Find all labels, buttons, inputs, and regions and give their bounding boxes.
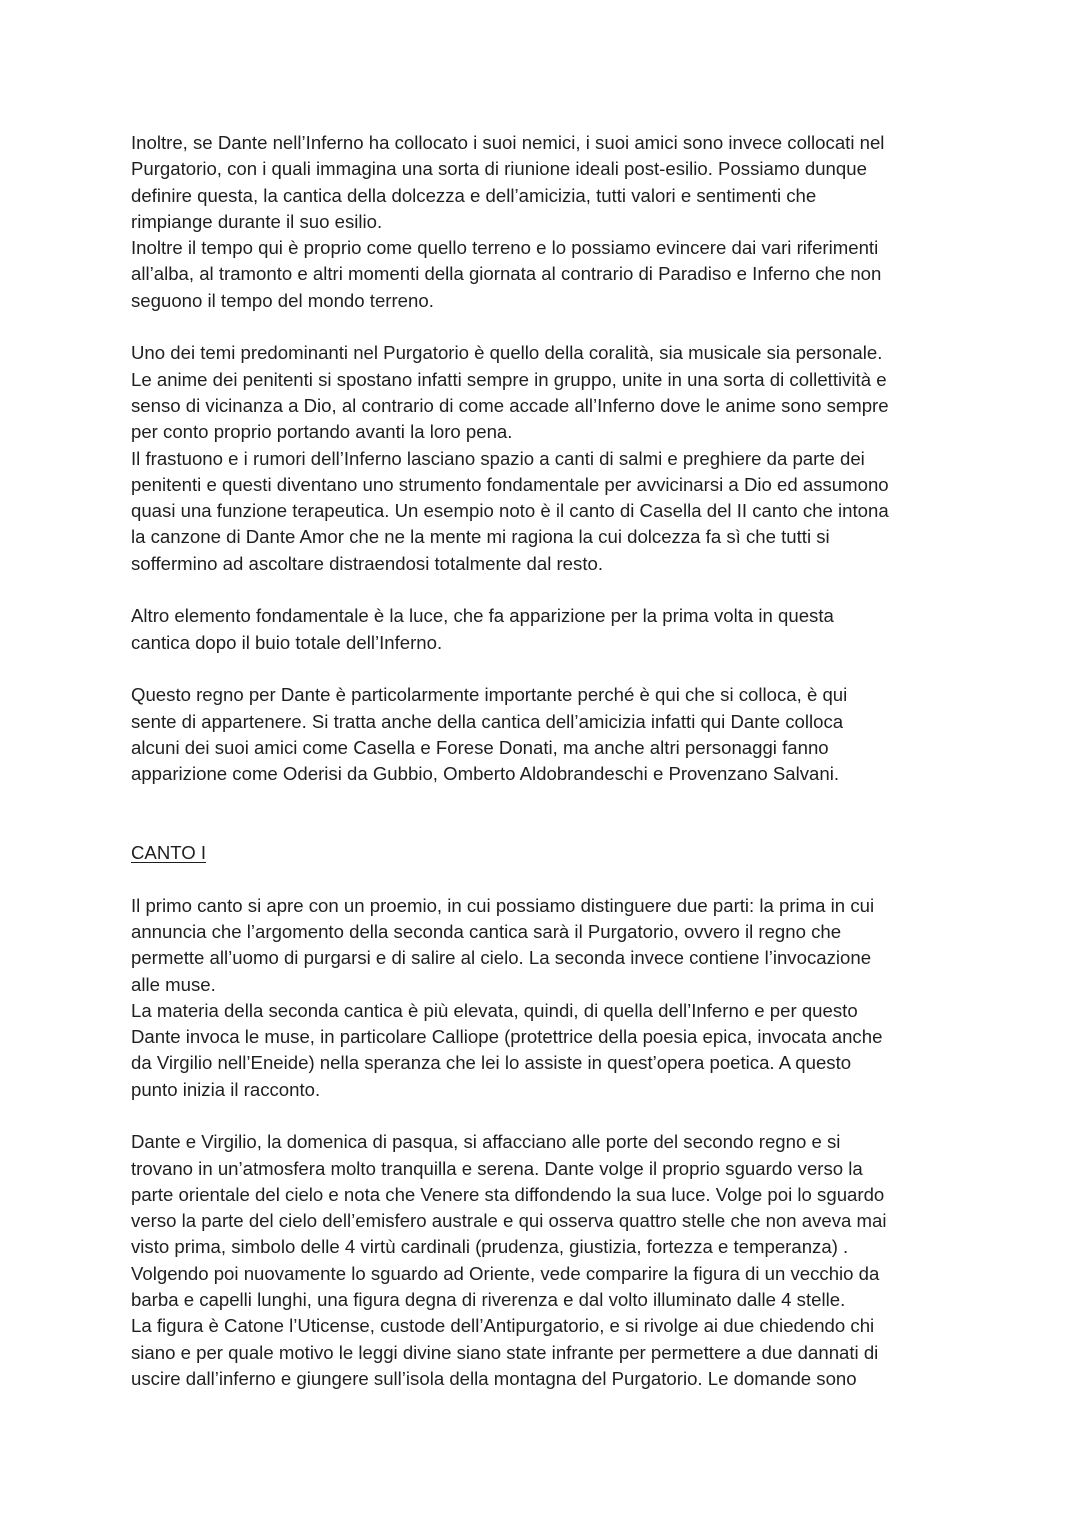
text-line: Il frastuono e i rumori dell’Inferno lasciano spazio a canti di salmi e preghiere da parte dei [131, 447, 865, 469]
text-line: Dante e Virgilio, la domenica di pasqua, si affacciano alle porte del secondo regno e si [131, 1131, 841, 1153]
text-line: alle muse. [131, 973, 216, 995]
section-spacer [131, 787, 961, 840]
text-line: La figura è Catone l’Uticense, custode dell’Antipurgatorio, e si rivolge ai due chiedendo chi [131, 1315, 875, 1337]
text-line: seguono il tempo del mondo terreno. [131, 289, 434, 311]
text-line: Le anime dei penitenti si spostano infatti sempre in gruppo, unite in una sorta di collettività e [131, 368, 887, 390]
text-line: Inoltre, se Dante nell’Inferno ha collocato i suoi nemici, i suoi amici sono invece collocati nel [131, 132, 885, 153]
text-line: annuncia che l’argomento della seconda cantica sarà il Purgatorio, ovvero il regno che [131, 920, 842, 942]
text-line: barba e capelli lunghi, una figura degna di riverenza e dal volto illuminato dalle 4 stelle. [131, 1289, 846, 1311]
text-line: definire questa, la cantica della dolcezza e dell’amicizia, tutti valori e sentimenti che [131, 184, 817, 206]
text-line: siano e per quale motivo le leggi divine siano state infrante per permettere a due dannati di [131, 1341, 879, 1363]
text-line: per conto proprio portando avanti la loro pena. [131, 421, 513, 443]
text-line: La materia della seconda cantica è più elevata, quindi, di quella dell’Inferno e per questo [131, 999, 858, 1021]
text-line: senso di vicinanza a Dio, al contrario di come accade all’Inferno dove le anime sono sempre [131, 394, 889, 416]
text-line: Purgatorio, con i quali immagina una sorta di riunione ideali post-esilio. Possiamo dunque [131, 158, 867, 180]
paragraph-spacer [131, 866, 961, 892]
text-line: uscire dall’inferno e giungere sull’isola della montagna del Purgatorio. Le domande sono [131, 1367, 857, 1389]
text-line: Dante invoca le muse, in particolare Calliope (protettrice della poesia epica, invocata anche [131, 1026, 883, 1048]
text-line: all’alba, al tramonto e altri momenti della giornata al contrario di Paradiso e Inferno che non [131, 263, 882, 285]
paragraph-narrative [131, 1129, 961, 1392]
text-line: quasi una funzione terapeutica. Un esempio noto è il canto di Casella del II canto che intona [131, 500, 889, 522]
text-line: soffermino ad ascoltare distraendosi totalmente dal resto. [131, 552, 603, 574]
text-line: apparizione come Oderisi da Gubbio, Omberto Aldobrandeschi e Provenzano Salvani. [131, 763, 840, 785]
paragraph-spacer [131, 577, 961, 603]
paragraph-kingdom [131, 682, 961, 787]
paragraph-spacer [131, 314, 961, 340]
paragraph-spacer [131, 1103, 961, 1129]
text-line: Uno dei temi predominanti nel Purgatorio è quello della coralità, sia musicale sia personale. [131, 342, 883, 364]
text-line: parte orientale del cielo e nota che Venere sta diffondendo la sua luce. Volge poi lo sguardo [131, 1183, 885, 1205]
text-line: punto inizia il racconto. [131, 1078, 321, 1100]
section-heading: CANTO I [131, 842, 207, 864]
text-line: verso la parte del cielo dell’emisfero australe e qui osserva quattro stelle che non aveva mai [131, 1210, 887, 1232]
text-line: Altro elemento fondamentale è la luce, che fa apparizione per la prima volta in questa [131, 605, 834, 627]
text-line: visto prima, simbolo delle 4 virtù cardinali (prudenza, giustizia, fortezza e temperanza) . [131, 1236, 849, 1258]
text-line: permette all’uomo di purgarsi e di salire al cielo. La seconda invece contiene l’invocazione [131, 947, 872, 969]
text-line: rimpiange durante il suo esilio. [131, 210, 383, 232]
paragraph-proem [131, 893, 961, 1103]
paragraph-corality [131, 340, 961, 577]
text-line: da Virgilio nell’Eneide) nella speranza che lei lo assiste in quest’opera poetica. A questo [131, 1052, 852, 1074]
text-line: la canzone di Dante Amor che ne la mente mi ragiona la cui dolcezza fa sì che tutti si [131, 526, 830, 548]
text-line: penitenti e questi diventano uno strumento fondamentale per avvicinarsi a Dio ed assumono [131, 473, 889, 495]
paragraph-intro-friends [131, 130, 961, 314]
paragraph-spacer [131, 656, 961, 682]
paragraph-light [131, 603, 961, 656]
document-body [131, 130, 961, 1392]
text-line: Questo regno per Dante è particolarmente importante perché è qui che si colloca, è qui [131, 684, 848, 706]
text-line: cantica dopo il buio totale dell’Inferno. [131, 631, 443, 653]
text-line: Volgendo poi nuovamente lo sguardo ad Oriente, vede comparire la figura di un vecchio da [131, 1262, 880, 1284]
text-line: trovano in un’atmosfera molto tranquilla e serena. Dante volge il proprio sguardo verso la [131, 1157, 863, 1179]
text-line: alcuni dei suoi amici come Casella e Forese Donati, ma anche altri personaggi fanno [131, 736, 829, 758]
text-line: Il primo canto si apre con un proemio, in cui possiamo distinguere due parti: la prima in cui [131, 894, 875, 916]
text-line: Inoltre il tempo qui è proprio come quello terreno e lo possiamo evincere dai vari riferimenti [131, 237, 879, 259]
text-line: sente di appartenere. Si tratta anche della cantica dell’amicizia infatti qui Dante colloca [131, 710, 844, 732]
